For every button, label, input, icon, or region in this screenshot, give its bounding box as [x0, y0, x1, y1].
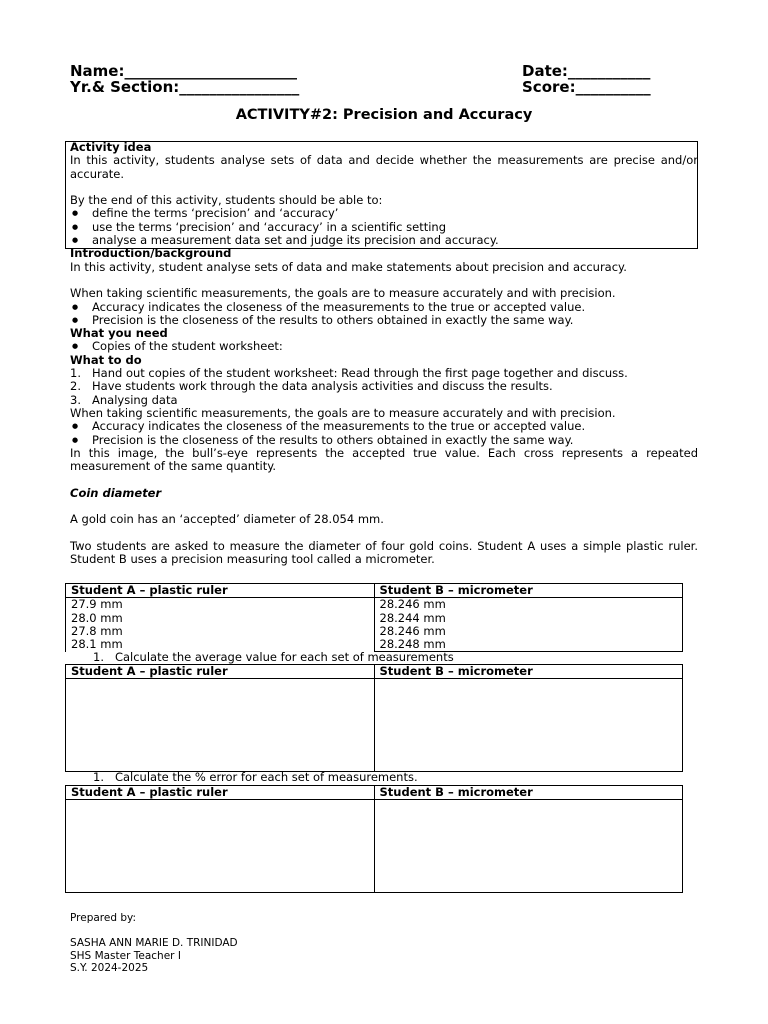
what-you-need-heading: What you need — [70, 326, 168, 341]
average-answer-table — [65, 664, 683, 772]
page-title: ACTIVITY#2: Precision and Accuracy — [235, 107, 533, 123]
col-header-student-b: Student B – micrometer — [374, 584, 683, 598]
student-a-cell: 27.9 mm 28.0 mm 27.8 mm 28.1 mm — [66, 598, 375, 652]
what-to-do-goals: When taking scientific measurements, the goals are to measure accurately and with precision. — [70, 405, 616, 420]
col-header-student-a: Student A – plastic ruler — [66, 786, 375, 800]
name-field: Name:_______________________ — [70, 62, 297, 80]
activity-idea-intro: In this activity, students analyse sets of data and decide whether the measurements are precise and/or accurate. — [70, 153, 698, 181]
date-field: Date:___________ — [522, 62, 651, 80]
col-header-student-a: Student A – plastic ruler — [66, 584, 375, 598]
answer-cell-student-a[interactable] — [66, 679, 375, 772]
main-content — [70, 141, 698, 567]
bullseye-text: In this image, the bull’s-eye represents the accepted true value. Each cross represents a repeated measurement of the same quantity. — [70, 445, 698, 474]
step-item: 2. Have students work through the data analysis activities and discuss the results. — [70, 379, 553, 394]
percent-error-answer-table — [65, 785, 683, 893]
answer-cell-student-b[interactable] — [374, 679, 683, 772]
step-item: 1. Hand out copies of the student worksheet: Read through the first page together and discuss. — [70, 366, 628, 381]
objective-item: ● analyse a measurement data set and judge its precision and accuracy. — [70, 234, 698, 247]
introduction-heading: Introduction/background — [70, 246, 232, 261]
preparer-position: SHS Master Teacher I — [70, 949, 181, 962]
table-row — [66, 598, 683, 652]
prepared-by-label: Prepared by: — [70, 912, 136, 924]
coin-heading: Coin diameter — [70, 485, 162, 500]
what-to-do-heading: What to do — [70, 352, 142, 367]
coin-description: Two students are asked to measure the diameter of four gold coins. Student A uses a simple plastic ruler. Student B uses a precision measuring tool called a micrometer. — [70, 538, 698, 567]
answer-cell-student-b[interactable] — [374, 800, 683, 893]
yr-section-field: Yr.& Section:________________ — [70, 78, 300, 96]
objective-item: ● use the terms ‘precision’ and ‘accuracy’ in a scientific setting — [70, 221, 698, 234]
objective-item: ● define the terms ‘precision’ and ‘accuracy’ — [70, 207, 698, 220]
accuracy-bullet: ● Accuracy indicates the closeness of the measurements to the true or accepted value. — [70, 301, 698, 314]
precision-bullet: ● Precision is the closeness of the results to others obtained in exactly the same way. — [70, 434, 698, 447]
question-percent-error: 1. Calculate the % error for each set of measurements. — [93, 770, 418, 784]
objectives-intro: By the end of this activity, students should be able to: — [70, 193, 383, 208]
introduction-text: In this activity, student analyse sets of data and make statements about precision and accuracy. — [70, 259, 627, 274]
measurement-table — [65, 583, 683, 652]
activity-idea-heading: Activity idea — [70, 140, 152, 154]
step-item: 3. Analysing data — [70, 392, 178, 407]
col-header-student-a: Student A – plastic ruler — [66, 665, 375, 679]
answer-cell-student-a[interactable] — [66, 800, 375, 893]
need-item: ● Copies of the student worksheet: — [70, 340, 698, 353]
prepared-by-block — [70, 912, 238, 975]
accuracy-bullet: ● Accuracy indicates the closeness of the measurements to the true or accepted value. — [70, 420, 698, 433]
question-average: 1. Calculate the average value for each set of measurements — [93, 650, 454, 664]
student-b-cell: 28.246 mm 28.244 mm 28.246 mm 28.248 mm — [374, 598, 683, 652]
introduction-goals: When taking scientific measurements, the goals are to measure accurately and with precision. — [70, 286, 616, 301]
school-year: S.Y. 2024-2025 — [70, 962, 149, 974]
precision-bullet: ● Precision is the closeness of the results to others obtained in exactly the same way. — [70, 314, 698, 327]
score-field: Score:__________ — [522, 78, 651, 96]
preparer-name: SASHA ANN MARIE D. TRINIDAD — [70, 937, 238, 949]
coin-accepted-text: A gold coin has an ‘accepted’ diameter of 28.054 mm. — [70, 512, 384, 527]
col-header-student-b: Student B – micrometer — [374, 786, 683, 800]
col-header-student-b: Student B – micrometer — [374, 665, 683, 679]
